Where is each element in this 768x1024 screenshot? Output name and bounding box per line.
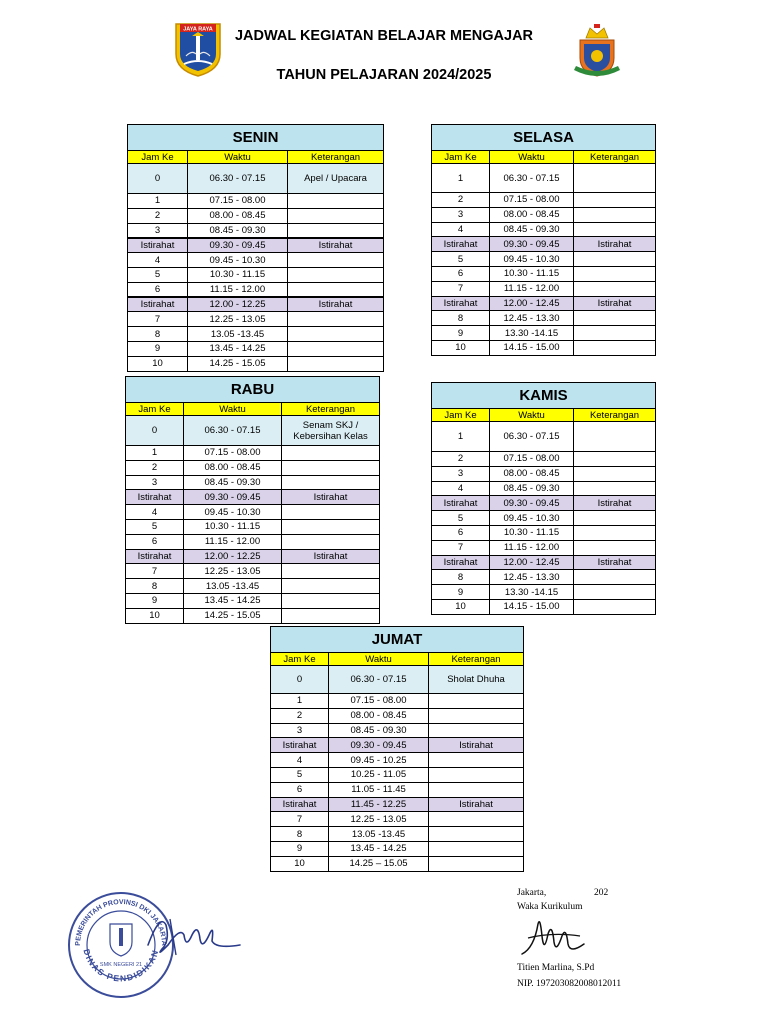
cell-keterangan: Istirahat [574,237,656,252]
cell-jam: 1 [271,694,329,709]
cell-waktu: 14.25 - 15.05 [184,608,282,623]
cell-waktu: 07.15 - 08.00 [329,694,429,709]
cell-jam: 5 [432,252,490,267]
cell-waktu: 14.25 - 15.05 [188,356,288,371]
cell-jam: 9 [271,841,329,856]
table-row [432,311,656,326]
cell-waktu: 10.30 - 11.15 [490,525,574,540]
cell-waktu: 08.00 - 08.45 [329,708,429,723]
cell-waktu: 10.30 - 11.15 [184,519,282,534]
cell-waktu: 08.45 - 09.30 [184,475,282,490]
table-row [126,534,380,549]
cell-jam: Istirahat [271,738,329,753]
cell-keterangan: Istirahat [288,297,384,312]
table-row [271,666,524,694]
day-title-senin: SENIN [128,125,384,151]
break-row [271,738,524,753]
cell-jam: 2 [126,460,184,475]
break-row [271,797,524,812]
col-keterangan: Keterangan [574,409,656,422]
cell-keterangan [288,194,384,209]
cell-waktu: 08.45 - 09.30 [490,481,574,496]
cell-waktu: 10.25 - 11.05 [329,767,429,782]
cell-keterangan [282,593,380,608]
cell-jam: Istirahat [432,496,490,511]
cell-jam: 8 [432,570,490,585]
cell-jam: 10 [126,608,184,623]
table-row [271,767,524,782]
cell-jam: 1 [432,164,490,193]
cell-waktu: 11.45 - 12.25 [329,797,429,812]
col-waktu: Waktu [329,653,429,666]
table-selasa [431,124,656,356]
cell-jam: Istirahat [126,549,184,564]
cell-jam: 5 [126,519,184,534]
cell-waktu: 13.45 - 14.25 [184,593,282,608]
cell-waktu: 06.30 - 07.15 [184,416,282,446]
col-waktu: Waktu [490,409,574,422]
cell-keterangan [282,579,380,594]
col-jam-ke: Jam Ke [432,151,490,164]
table-rabu [125,376,380,624]
table-row [432,326,656,341]
cell-waktu: 06.30 - 07.15 [329,666,429,694]
cell-jam: Istirahat [432,555,490,570]
col-jam-ke: Jam Ke [126,403,184,416]
school-shield-icon [570,22,624,80]
cell-keterangan: Istirahat [429,738,524,753]
table-row [128,253,384,268]
table-kamis [431,382,656,615]
cell-jam: Istirahat [128,297,188,312]
cell-jam: 1 [126,446,184,461]
col-jam-ke: Jam Ke [432,409,490,422]
cell-keterangan [429,723,524,738]
cell-keterangan [288,253,384,268]
cell-jam: 3 [126,475,184,490]
stamp-top-text: PEMERINTAH PROVINSI DKI JAKARTA [74,898,168,946]
table-row [271,782,524,797]
cell-waktu: 07.15 - 08.00 [490,452,574,467]
table-senin [127,124,384,372]
cell-jam: 7 [432,281,490,296]
cell-waktu: 13.05 -13.45 [188,327,288,342]
cell-waktu: 08.00 - 08.45 [490,466,574,481]
cell-jam: 9 [432,326,490,341]
cell-waktu: 14.15 - 15.00 [490,599,574,614]
day-title-selasa: SELASA [432,125,656,151]
cell-waktu: 12.25 - 13.05 [184,564,282,579]
cell-keterangan [429,694,524,709]
cell-waktu: 06.30 - 07.15 [188,164,288,194]
cell-keterangan [574,326,656,341]
table-row [432,452,656,467]
cell-jam: Istirahat [432,237,490,252]
cell-jam: 10 [432,599,490,614]
cell-waktu: 09.45 - 10.30 [188,253,288,268]
cell-waktu: 06.30 - 07.15 [490,164,574,193]
cell-keterangan [574,281,656,296]
cell-waktu: 12.25 - 13.05 [329,812,429,827]
cell-jam: 1 [432,422,490,452]
cell-jam: Istirahat [128,238,188,253]
table-row [128,223,384,238]
table-row [271,827,524,842]
cell-jam: 8 [271,827,329,842]
cell-jam: 2 [432,452,490,467]
col-jam-ke: Jam Ke [271,653,329,666]
cell-keterangan [574,222,656,237]
cell-jam: 2 [432,193,490,208]
cell-keterangan [282,564,380,579]
cell-waktu: 09.45 - 10.25 [329,753,429,768]
table-row [432,525,656,540]
table-row [432,252,656,267]
table-row [432,466,656,481]
cell-jam: 6 [432,525,490,540]
cell-keterangan: Istirahat [282,549,380,564]
cell-jam: 9 [126,593,184,608]
cell-jam: 8 [128,327,188,342]
break-row [432,296,656,311]
cell-waktu: 13.30 -14.15 [490,326,574,341]
col-jam-ke: Jam Ke [128,151,188,164]
cell-waktu: 09.45 - 10.30 [490,252,574,267]
cell-keterangan [574,540,656,555]
cell-jam: 3 [128,223,188,238]
cell-keterangan: Sholat Dhuha [429,666,524,694]
signature-left-icon [140,905,245,965]
cell-keterangan [288,327,384,342]
jakarta-emblem-text: JAYA RAYA [183,26,213,33]
document-subtitle: TAHUN PELAJARAN 2024/2025 [276,67,492,83]
table-row [128,267,384,282]
cell-keterangan [429,708,524,723]
cell-waktu: 08.45 - 09.30 [490,222,574,237]
table-row [126,564,380,579]
cell-keterangan: Apel / Upacara [288,164,384,194]
col-waktu: Waktu [184,403,282,416]
cell-waktu: 06.30 - 07.15 [490,422,574,452]
cell-keterangan [429,812,524,827]
cell-keterangan [574,570,656,585]
cell-jam: 2 [271,708,329,723]
table-row [126,608,380,623]
table-row [126,446,380,461]
cell-keterangan [288,356,384,371]
cell-waktu: 08.45 - 09.30 [188,223,288,238]
cell-jam: 0 [126,416,184,446]
signature-role: Waka Kurikulum [517,902,583,912]
table-row [432,281,656,296]
cell-waktu: 09.30 - 09.45 [329,738,429,753]
col-keterangan: Keterangan [574,151,656,164]
table-row [271,841,524,856]
cell-waktu: 12.45 - 13.30 [490,570,574,585]
break-row [126,549,380,564]
cell-keterangan [288,208,384,223]
cell-keterangan [429,856,524,871]
cell-waktu: 14.15 - 15.00 [490,340,574,355]
cell-keterangan [288,312,384,327]
cell-waktu: 11.05 - 11.45 [329,782,429,797]
cell-waktu: 11.15 - 12.00 [188,282,288,297]
cell-jam: 4 [271,753,329,768]
cell-keterangan [574,481,656,496]
table-row [271,694,524,709]
cell-keterangan [429,827,524,842]
cell-jam: 8 [432,311,490,326]
day-title-rabu: RABU [126,377,380,403]
table-row [126,416,380,446]
table-row [432,340,656,355]
cell-waktu: 12.25 - 13.05 [188,312,288,327]
stamp-center-text: SMK NEGERI 21 [99,962,143,968]
cell-jam: 3 [432,207,490,222]
table-row [126,593,380,608]
cell-waktu: 11.15 - 12.00 [490,281,574,296]
cell-jam: 7 [432,540,490,555]
table-row [128,356,384,371]
cell-keterangan: Istirahat [288,238,384,253]
cell-keterangan [282,460,380,475]
cell-jam: 4 [432,481,490,496]
table-row [432,540,656,555]
table-row [128,312,384,327]
break-row [432,555,656,570]
cell-jam: 4 [126,505,184,520]
cell-keterangan: Istirahat [429,797,524,812]
table-row [128,327,384,342]
table-row [128,164,384,194]
cell-jam: 8 [126,579,184,594]
table-row [126,475,380,490]
table-jumat [270,626,524,872]
cell-keterangan [574,340,656,355]
cell-jam: 5 [432,511,490,526]
table-row [126,505,380,520]
cell-keterangan [574,266,656,281]
cell-waktu: 12.00 - 12.45 [490,296,574,311]
table-row [432,511,656,526]
table-row [128,194,384,209]
cell-jam: 7 [126,564,184,579]
cell-jam: 4 [432,222,490,237]
cell-keterangan [288,267,384,282]
cell-jam: 0 [128,164,188,194]
table-row [126,519,380,534]
cell-waktu: 08.00 - 08.45 [184,460,282,475]
table-row [271,812,524,827]
cell-jam: 0 [271,666,329,694]
table-row [432,266,656,281]
cell-waktu: 10.30 - 11.15 [188,267,288,282]
cell-keterangan [429,782,524,797]
table-row [432,570,656,585]
cell-waktu: 09.45 - 10.30 [490,511,574,526]
cell-jam: 4 [128,253,188,268]
cell-jam: 6 [432,266,490,281]
cell-waktu: 10.30 - 11.15 [490,266,574,281]
cell-waktu: 13.45 - 14.25 [329,841,429,856]
cell-keterangan [282,446,380,461]
cell-keterangan [282,534,380,549]
cell-jam: 1 [128,194,188,209]
cell-waktu: 13.05 -13.45 [329,827,429,842]
cell-jam: 6 [271,782,329,797]
cell-waktu: 07.15 - 08.00 [490,193,574,208]
cell-jam: 9 [128,341,188,356]
cell-keterangan [574,422,656,452]
stamp-bottom-text: DINAS PENDIDIKAN [81,947,161,984]
table-row [432,164,656,193]
cell-waktu: 09.30 - 09.45 [490,496,574,511]
cell-jam: 2 [128,208,188,223]
cell-waktu: 09.30 - 09.45 [490,237,574,252]
cell-keterangan [288,282,384,297]
cell-waktu: 13.45 - 14.25 [188,341,288,356]
day-title-jumat: JUMAT [271,627,524,653]
cell-jam: 10 [271,856,329,871]
cell-waktu: 07.15 - 08.00 [188,194,288,209]
cell-keterangan [288,223,384,238]
cell-keterangan [282,475,380,490]
table-row [432,585,656,600]
cell-waktu: 13.30 -14.15 [490,585,574,600]
cell-waktu: 09.30 - 09.45 [188,238,288,253]
cell-keterangan: Senam SKJ / Kebersihan Kelas [282,416,380,446]
document-title: JADWAL KEGIATAN BELAJAR MENGAJAR [234,28,534,44]
jakarta-emblem-icon [172,20,224,78]
break-row [432,496,656,511]
cell-keterangan [574,452,656,467]
signature-place: Jakarta, [517,888,547,898]
cell-jam: 9 [432,585,490,600]
cell-keterangan [574,466,656,481]
break-row [128,297,384,312]
break-row [432,237,656,252]
table-row [126,579,380,594]
table-row [126,460,380,475]
table-row [432,481,656,496]
cell-waktu: 09.45 - 10.30 [184,505,282,520]
cell-jam: Istirahat [271,797,329,812]
table-row [128,341,384,356]
col-waktu: Waktu [188,151,288,164]
cell-waktu: 12.00 - 12.25 [188,297,288,312]
cell-jam: 6 [128,282,188,297]
cell-keterangan [429,841,524,856]
signature-name: Titien Marlina, S.Pd [517,963,595,973]
cell-keterangan [429,767,524,782]
break-row [126,490,380,505]
cell-keterangan [282,608,380,623]
cell-keterangan [574,311,656,326]
table-row [271,708,524,723]
cell-keterangan: Istirahat [574,496,656,511]
col-keterangan: Keterangan [282,403,380,416]
cell-waktu: 09.30 - 09.45 [184,490,282,505]
cell-keterangan [429,753,524,768]
table-row [432,422,656,452]
table-row [128,208,384,223]
cell-jam: Istirahat [432,296,490,311]
cell-jam: 5 [271,767,329,782]
signature-nip: NIP. 197203082008012011 [517,979,622,989]
table-row [271,753,524,768]
cell-keterangan [574,525,656,540]
cell-waktu: 08.00 - 08.45 [490,207,574,222]
cell-keterangan [574,511,656,526]
cell-waktu: 08.00 - 08.45 [188,208,288,223]
cell-jam: 5 [128,267,188,282]
cell-keterangan: Istirahat [574,296,656,311]
cell-keterangan [574,252,656,267]
cell-keterangan [574,193,656,208]
cell-jam: 3 [432,466,490,481]
day-title-kamis: KAMIS [432,383,656,409]
cell-waktu: 11.15 - 12.00 [490,540,574,555]
col-keterangan: Keterangan [429,653,524,666]
cell-waktu: 12.00 - 12.25 [184,549,282,564]
cell-waktu: 12.45 - 13.30 [490,311,574,326]
cell-waktu: 11.15 - 12.00 [184,534,282,549]
table-row [432,599,656,614]
cell-waktu: 12.00 - 12.45 [490,555,574,570]
cell-keterangan: Istirahat [282,490,380,505]
signature-year: 202 [594,888,609,898]
cell-keterangan: Istirahat [574,555,656,570]
cell-jam: 7 [271,812,329,827]
cell-jam: 6 [126,534,184,549]
break-row [128,238,384,253]
table-row [432,222,656,237]
cell-keterangan [574,207,656,222]
cell-jam: 10 [432,340,490,355]
cell-jam: 10 [128,356,188,371]
cell-waktu: 08.45 - 09.30 [329,723,429,738]
cell-keterangan [282,505,380,520]
cell-keterangan [574,585,656,600]
cell-keterangan [282,519,380,534]
cell-keterangan [288,341,384,356]
cell-jam: Istirahat [126,490,184,505]
cell-keterangan [574,599,656,614]
cell-jam: 7 [128,312,188,327]
signature-right-icon [518,914,588,960]
table-row [271,723,524,738]
cell-waktu: 07.15 - 08.00 [184,446,282,461]
cell-jam: 3 [271,723,329,738]
col-waktu: Waktu [490,151,574,164]
table-row [128,282,384,297]
table-row [432,193,656,208]
table-row [432,207,656,222]
cell-keterangan [574,164,656,193]
cell-waktu: 13.05 -13.45 [184,579,282,594]
col-keterangan: Keterangan [288,151,384,164]
table-row [271,856,524,871]
cell-waktu: 14.25 – 15.05 [329,856,429,871]
